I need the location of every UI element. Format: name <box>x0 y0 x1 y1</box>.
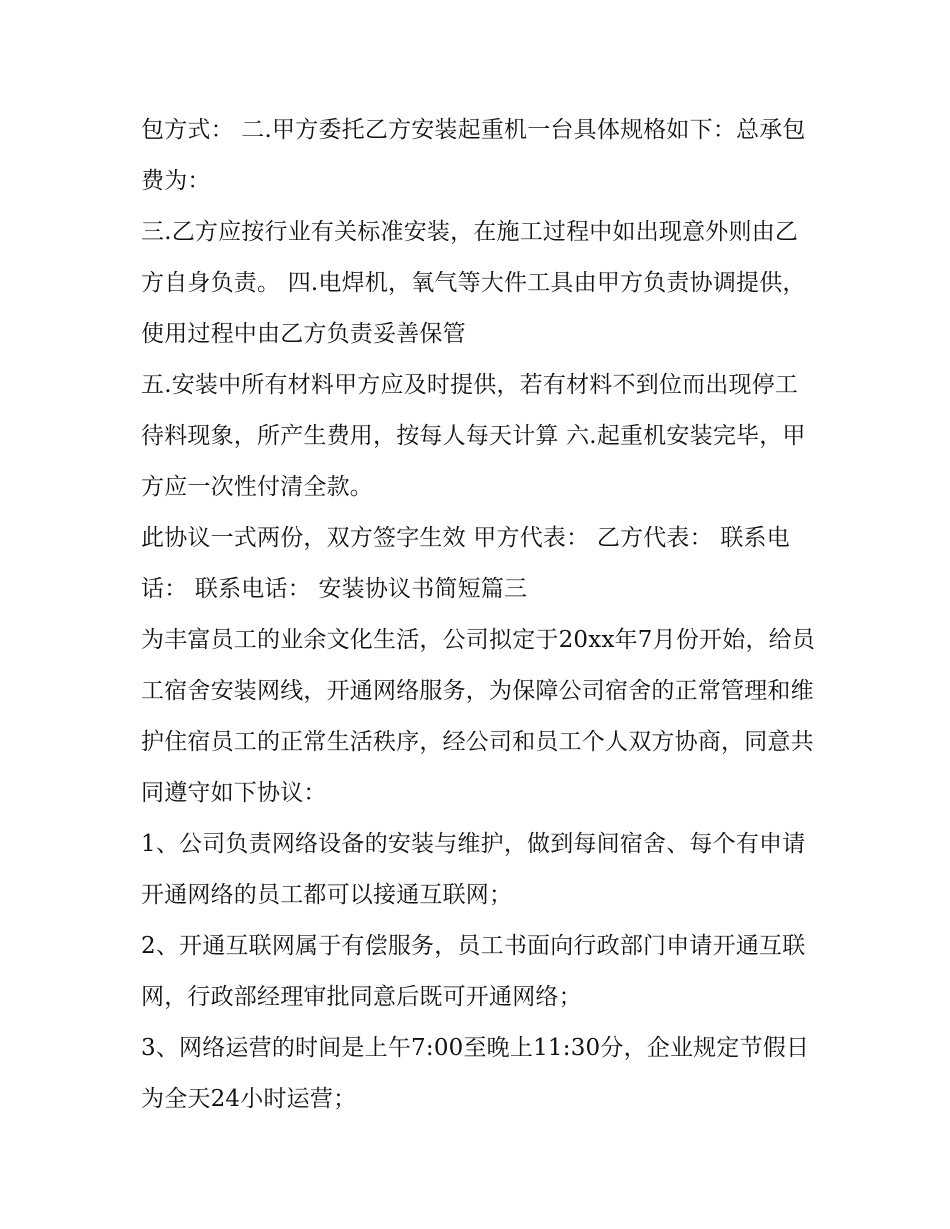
paragraph-contract-terms-3: 五.安装中所有材料甲方应及时提供，若有材料不到位而出现停工待料现象，所产生费用，按每人每天计算 六.起重机安装完毕，甲方应一次性付清全款。 <box>141 372 806 500</box>
paragraph-clause-1: 1、公司负责网络设备的安装与维护，做到每间宿舍、每个有申请开通网络的员工都可以接通互联网； <box>141 831 806 908</box>
paragraph-network-intro: 为丰富员工的业余文化生活，公司拟定于20xx年7月份开始，给员工宿舍安装网线，开通网络服务，为保障公司宿舍的正常管理和维护住宿员工的正常生活秩序，经公司和员工个人双方协商，同意共同遵守如下协议： <box>141 627 816 806</box>
document-body <box>141 105 821 1125</box>
paragraph-clause-3: 3、网络运营的时间是上午7:00至晚上11:30分，企业规定节假日为全天24小时运营； <box>141 1035 810 1112</box>
paragraph-contract-terms-1: 包方式： 二.甲方委托乙方安装起重机一台具体规格如下：总承包费为： <box>141 117 806 194</box>
paragraph-contract-terms-2: 三.乙方应按行业有关标准安装，在施工过程中如出现意外则由乙方自身负责。 四.电焊机，氧气等大件工具由甲方负责协调提供，使用过程中由乙方负责妥善保管 <box>141 219 806 347</box>
paragraph-signatures: 此协议一式两份，双方签字生效 甲方代表： 乙方代表： 联系电话： 联系电话： 安装协议书简短篇三 <box>141 525 790 602</box>
paragraph-clause-2: 2、开通互联网属于有偿服务，员工书面向行政部门申请开通互联网，行政部经理审批同意后既可开通网络； <box>141 933 806 1010</box>
